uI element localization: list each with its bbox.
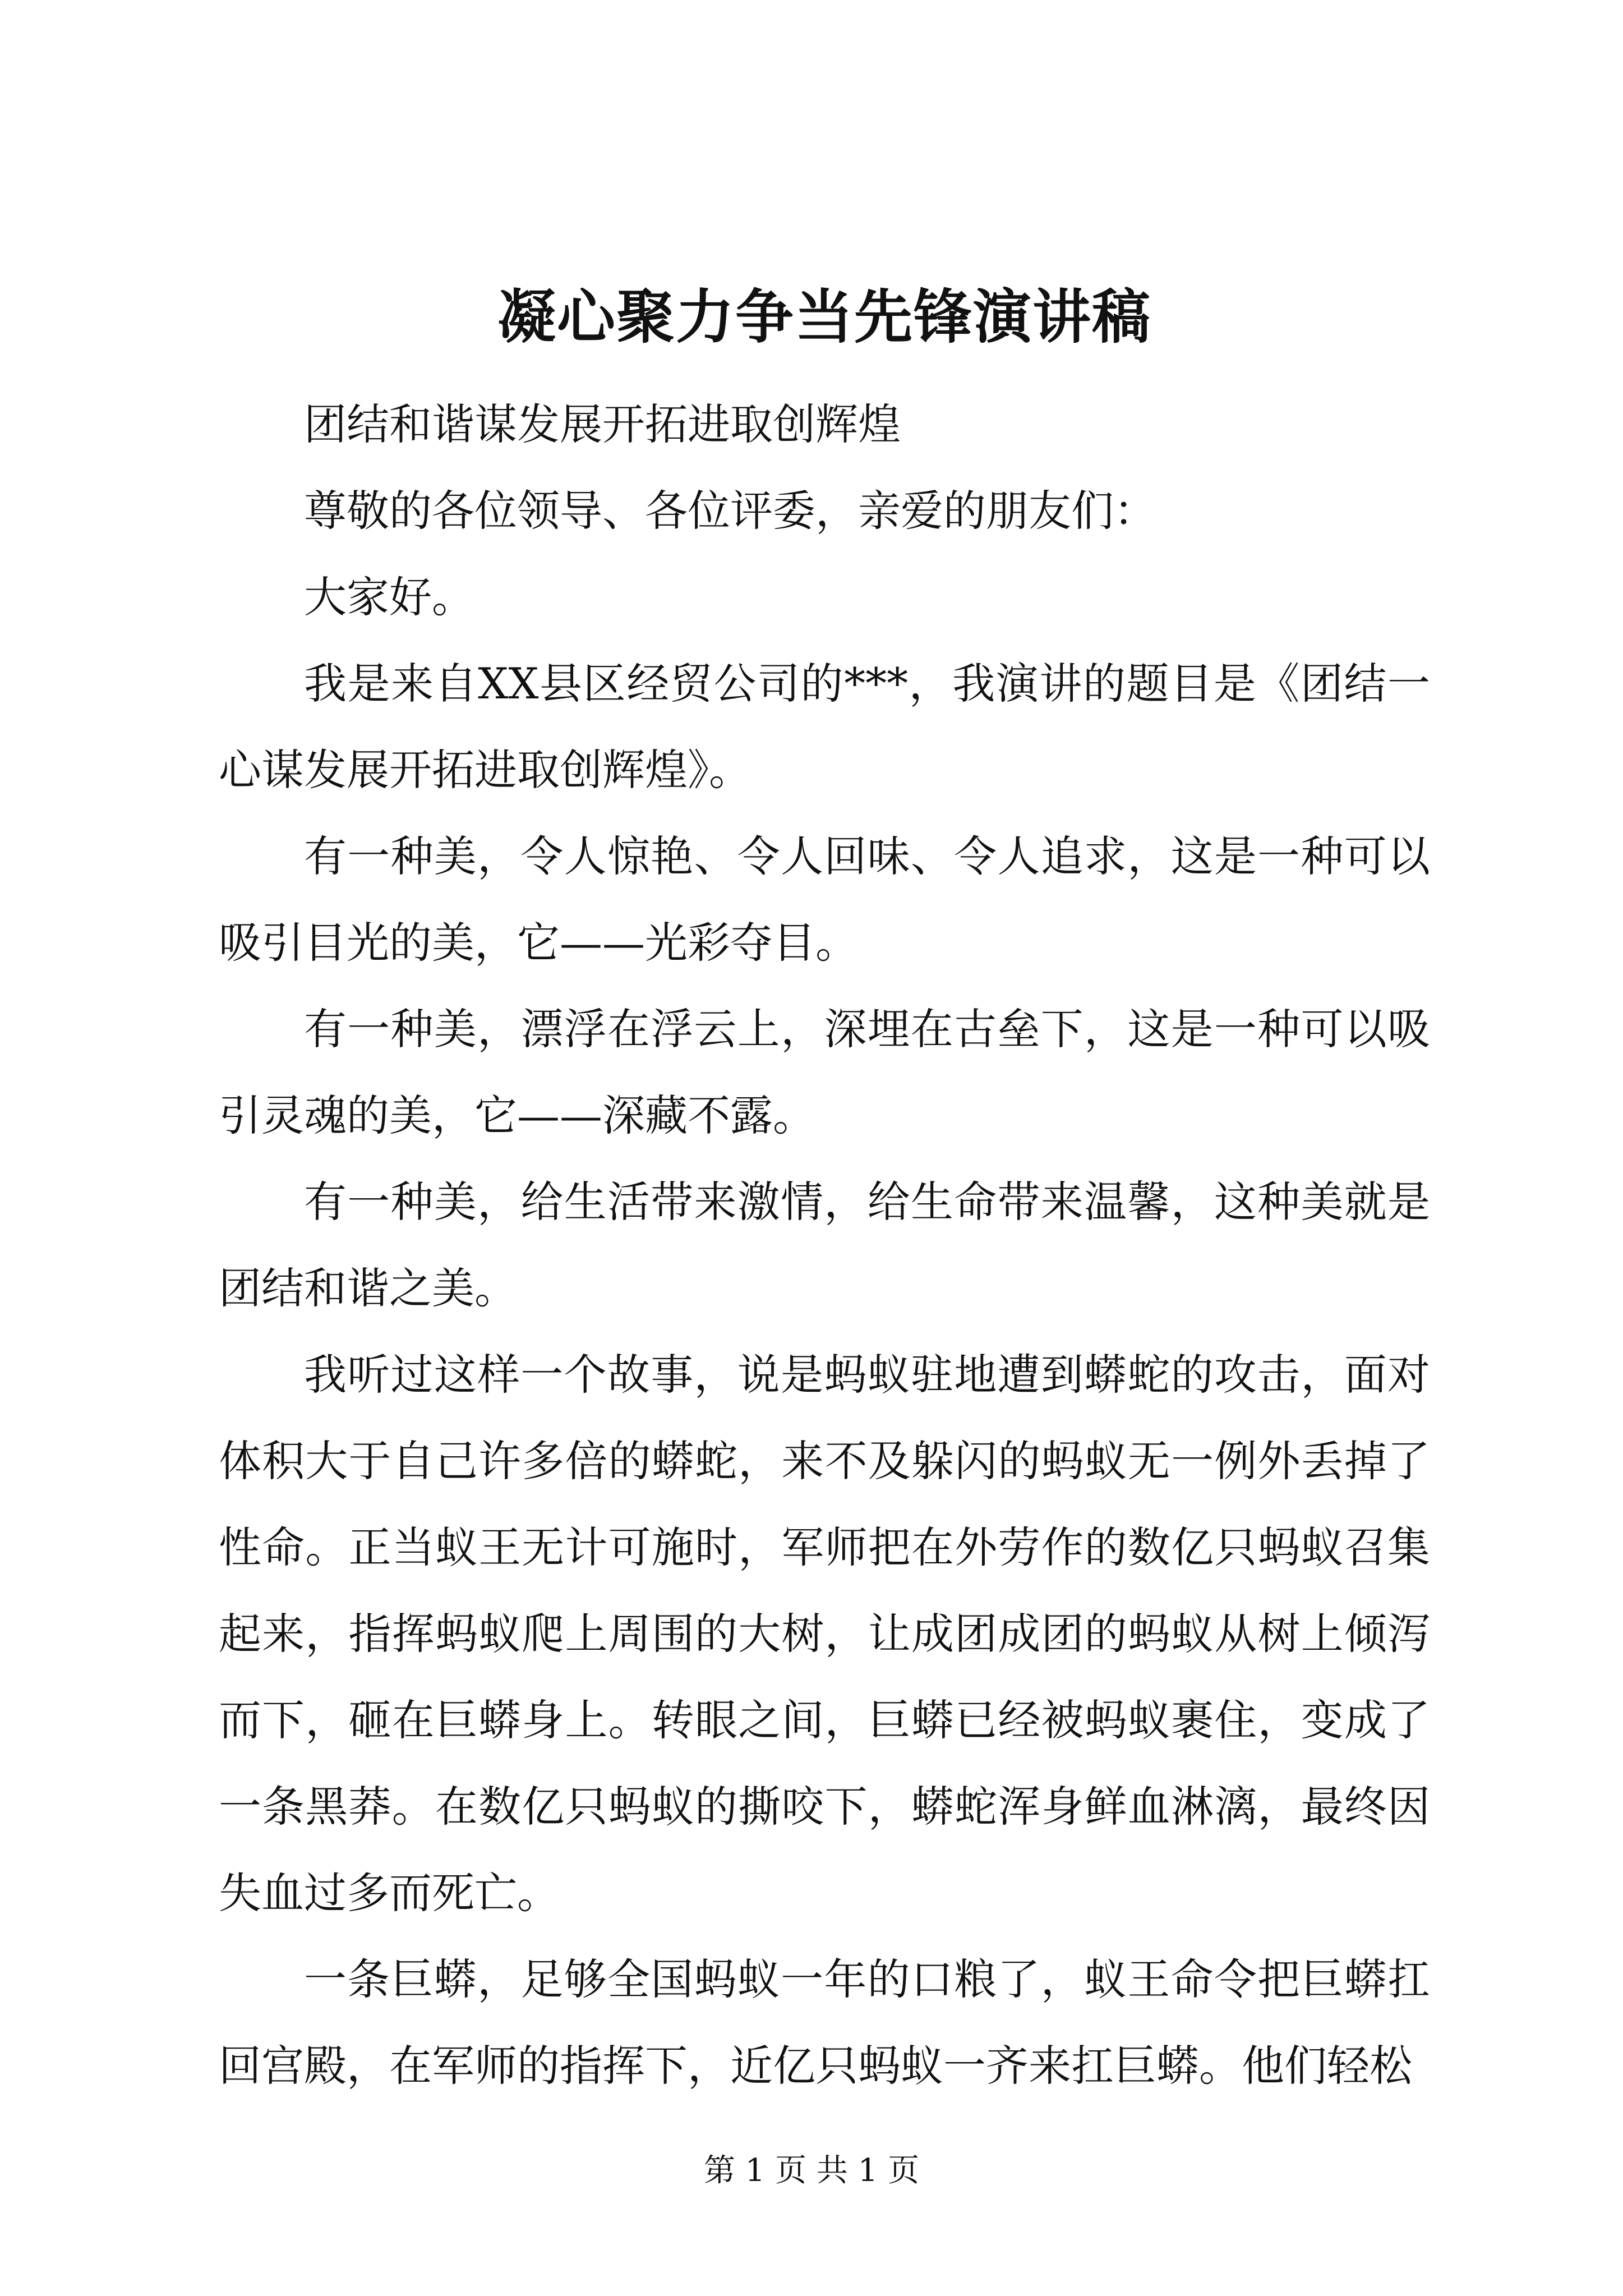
paragraph-salutation: 尊敬的各位领导、各位评委，亲爱的朋友们： (304, 486, 1156, 536)
paragraph-beauty-1: 有一种美，令人惊艳、令人回味、令人追求，这是一种可以吸引目光的美，它——光彩夺目。 (219, 831, 1430, 968)
paragraph-greeting: 大家好。 (304, 572, 474, 622)
document-body (219, 381, 1430, 2109)
paragraph-beauty-2: 有一种美，漂浮在浮云上，深埋在古垒下，这是一种可以吸引灵魂的美，它——深藏不露。 (219, 1004, 1430, 1140)
paragraph-ant-story-continued: 一条巨蟒，足够全国蚂蚁一年的口粮了，蚁王命令把巨蟒扛回宫殿，在军师的指挥下，近亿只蚂蚁一齐来扛巨蟒。他们轻松 (219, 1954, 1430, 2091)
document-title: 凝心聚力争当先锋演讲稿 (497, 282, 1151, 351)
paragraph-subtitle: 团结和谐谋发展开拓进取创辉煌 (304, 399, 901, 449)
page-footer: 第 1 页 共 1 页 (703, 2152, 920, 2189)
paragraph-introduction: 我是来自XX县区经贸公司的***，我演讲的题目是《团结一心谋发展开拓进取创辉煌》。 (219, 659, 1430, 795)
paragraph-beauty-3: 有一种美，给生活带来激情，给生命带来温馨，这种美就是团结和谐之美。 (219, 1177, 1430, 1313)
paragraph-ant-story: 我听过这样一个故事，说是蚂蚁驻地遭到蟒蛇的攻击，面对体积大于自己许多倍的蟒蛇，来不及躲闪的蚂蚁无一例外丢掉了性命。正当蚁王无计可施时，军师把在外劳作的数亿只蚂蚁召集起来，指挥蚂蚁爬上周围的大树，让成团成团的蚂蚁从树上倾泻而下，砸在巨蟒身上。转眼之间，巨蟒已经被蚂蚁裹住，变成了一条黑莽。在数亿只蚂蚁的撕咬下，蟒蛇浑身鲜血淋漓，最终因失血过多而死亡。 (219, 1350, 1430, 1918)
